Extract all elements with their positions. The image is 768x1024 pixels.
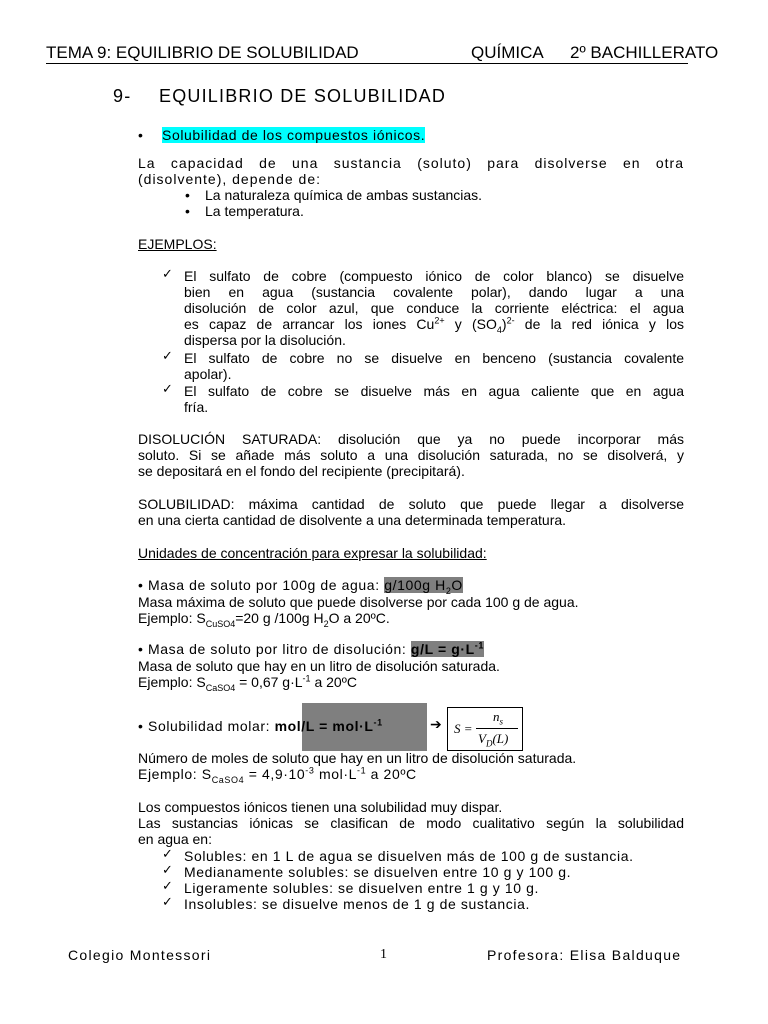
- unit-3-unit: [275, 718, 383, 734]
- intro-bullet-text: La naturaleza química de ambas sustancias.: [205, 187, 483, 203]
- text: O: [451, 577, 463, 593]
- text: (L): [492, 731, 509, 746]
- subscript: CaSO4: [211, 774, 245, 785]
- checkmark-icon: ✓: [162, 846, 173, 861]
- superscript: -1: [302, 673, 311, 684]
- footer-school: Colegio Montessori: [68, 947, 212, 963]
- subscript: CuSO4: [205, 618, 236, 629]
- text: mol·L: [314, 766, 357, 782]
- solubility-line-1: SOLUBILIDAD: máxima cantidad de soluto que puede llegar a disolverse: [138, 496, 684, 512]
- unit-2-heading: [138, 641, 684, 657]
- bullet-icon: •: [138, 577, 148, 593]
- units-heading: Unidades de concentración para expresar la solubilidad:: [138, 545, 487, 561]
- intro-line-1: La capacidad de una sustancia (soluto) para disolverse en otra: [138, 155, 684, 171]
- section-number: 9-: [113, 86, 132, 106]
- footer-teacher: Profesora: Elisa Balduque: [487, 947, 682, 963]
- superscript: -1: [373, 717, 383, 728]
- unit-3-label: Solubilidad molar:: [148, 718, 275, 734]
- ionic-line-2: Las sustancias iónicas se clasifican de modo cualitativo según la solubilidad: [138, 815, 684, 831]
- unit-1-desc: Masa máxima de soluto que puede disolverse por cada 100 g de agua.: [138, 594, 579, 610]
- text: = 4,9·10: [244, 766, 306, 782]
- unit-1-unit: [384, 577, 463, 596]
- class-medium: Medianamente solubles: se disuelven entre 10 g y 100 g.: [184, 864, 572, 880]
- example-1-line-3: disolución de color azul, que conduce la corriente eléctrica: el agua: [184, 300, 684, 316]
- superscript: 2+: [434, 315, 445, 326]
- section-title-text: EQUILIBRIO DE SOLUBILIDAD: [159, 86, 447, 106]
- text: n: [493, 709, 500, 724]
- example-1-line-2: bien en agua (sustancia covalente polar), dando lugar a una: [184, 284, 684, 300]
- unit-1-label: Masa de soluto por 100g de agua:: [148, 577, 385, 593]
- superscript: -1: [356, 765, 367, 776]
- fraction-bar: [476, 728, 518, 729]
- example-3-line-1: El sulfato de cobre se disuelve más en agua caliente que en agua: [184, 383, 684, 399]
- section-title: [113, 86, 446, 107]
- bullet-icon: •: [138, 641, 148, 657]
- subscript: 2: [323, 618, 329, 629]
- superscript: -1: [474, 640, 484, 651]
- saturated-line-2: soluto. Si se añade más soluto a una disolución saturada, no se disolverá, y: [138, 447, 684, 463]
- page-number: 1: [380, 947, 389, 962]
- unit-2-unit: [411, 641, 484, 657]
- example-1-line-1: El sulfato de cobre (compuesto iónico de color blanco) se disuelve: [184, 268, 684, 284]
- unit-1-example: [138, 610, 684, 629]
- subscript: 2: [445, 585, 452, 596]
- text: g/L = g·L: [410, 641, 475, 657]
- text: a 20ºC: [366, 766, 417, 782]
- checkmark-icon: ✓: [162, 266, 173, 281]
- arrow-right-icon: ➔: [430, 716, 442, 732]
- saturated-line-3: se depositará en el fondo del recipiente (precipitará).: [138, 463, 465, 479]
- formula-denominator: [478, 731, 508, 747]
- ionic-line-1: Los compuestos iónicos tienen una solubilidad muy dispar.: [138, 799, 503, 815]
- subscript: s: [499, 716, 504, 727]
- class-insoluble: Insolubles: se disuelve menos de 1 g de sustancia.: [184, 896, 530, 912]
- subscript: CaSO4: [205, 682, 236, 693]
- text: es capaz de arrancar los iones Cu: [184, 316, 435, 332]
- class-slight: Ligeramente solubles: se disuelven entre 1 g y 10 g.: [184, 880, 539, 896]
- checkmark-icon: ✓: [162, 878, 173, 893]
- text: g/100g H: [384, 577, 446, 593]
- text: Ejemplo: S: [138, 674, 206, 690]
- superscript: 2-: [506, 315, 515, 326]
- example-1-line-5: dispersa por la disolución.: [184, 332, 346, 348]
- text: ): [501, 316, 507, 332]
- text: V: [478, 731, 486, 746]
- checkmark-icon: ✓: [162, 894, 173, 909]
- formula-lhs: S =: [454, 721, 473, 736]
- bullet-icon: •: [138, 718, 148, 734]
- checkmark-icon: ✓: [162, 348, 173, 363]
- page-header: [46, 43, 719, 64]
- superscript: -3: [305, 765, 315, 776]
- ionic-line-3: en agua en:: [138, 831, 212, 847]
- unit-3-example: [138, 765, 684, 785]
- bullet-icon: •: [185, 203, 190, 219]
- subsection-heading: [138, 127, 684, 143]
- example-3-line-2: fría.: [184, 399, 209, 415]
- unit-3-heading: [138, 718, 684, 734]
- examples-heading: EJEMPLOS:: [138, 236, 217, 252]
- text: Ejemplo: S: [138, 766, 212, 782]
- checkmark-icon: ✓: [162, 381, 173, 396]
- intro-bullet-text: La temperatura.: [205, 203, 304, 219]
- class-soluble: Solubles: en 1 L de agua se disuelven más de 100 g de sustancia.: [184, 848, 634, 864]
- text: a 20ºC: [310, 674, 357, 690]
- unit-1-heading: [138, 577, 684, 596]
- bullet-icon: •: [185, 187, 190, 203]
- formula-numerator: [493, 709, 503, 725]
- saturated-line-1: DISOLUCIÓN SATURADA: disolución que ya no puede incorporar más: [138, 431, 684, 447]
- example-2-line-2: apolar).: [184, 366, 232, 382]
- unit-2-label: Masa de soluto por litro de disolución:: [148, 641, 411, 657]
- text: = 0,67 g·L: [235, 674, 303, 690]
- text: =20 g /100g H: [235, 610, 324, 626]
- text: de la red iónica y los: [514, 316, 684, 332]
- subsection-title: Solubilidad de los compuestos iónicos.: [162, 127, 426, 143]
- text: y (SO: [444, 316, 497, 332]
- checkmark-icon: ✓: [162, 862, 173, 877]
- text: Ejemplo: S: [138, 610, 206, 626]
- unit-2-example: [138, 673, 684, 693]
- header-subject: QUÍMICA: [471, 43, 544, 62]
- text: mol/L = mol·L: [274, 718, 374, 734]
- molar-solubility-formula: [447, 707, 523, 751]
- intro-bullet-2: [185, 203, 665, 219]
- header-topic: TEMA 9: EQUILIBRIO DE SOLUBILIDAD: [46, 43, 359, 62]
- intro-line-2: (disolvente), depende de:: [138, 171, 321, 187]
- unit-3-desc: Número de moles de soluto que hay en un litro de disolución saturada.: [138, 750, 577, 766]
- header-course: 2º BACHILLERATO: [570, 43, 719, 62]
- subscript: D: [485, 738, 493, 749]
- example-1-line-4: [184, 315, 684, 335]
- text: O a 20ºC.: [328, 610, 390, 626]
- bullet-icon: •: [138, 127, 144, 143]
- intro-bullet-1: [185, 187, 665, 203]
- solubility-line-2: en una cierta cantidad de disolvente a una determinada temperatura.: [138, 512, 567, 528]
- example-2-line-1: El sulfato de cobre no se disuelve en benceno (sustancia covalente: [184, 350, 684, 366]
- subscript: 4: [496, 324, 502, 335]
- unit-2-desc: Masa de soluto que hay en un litro de disolución saturada.: [138, 658, 500, 674]
